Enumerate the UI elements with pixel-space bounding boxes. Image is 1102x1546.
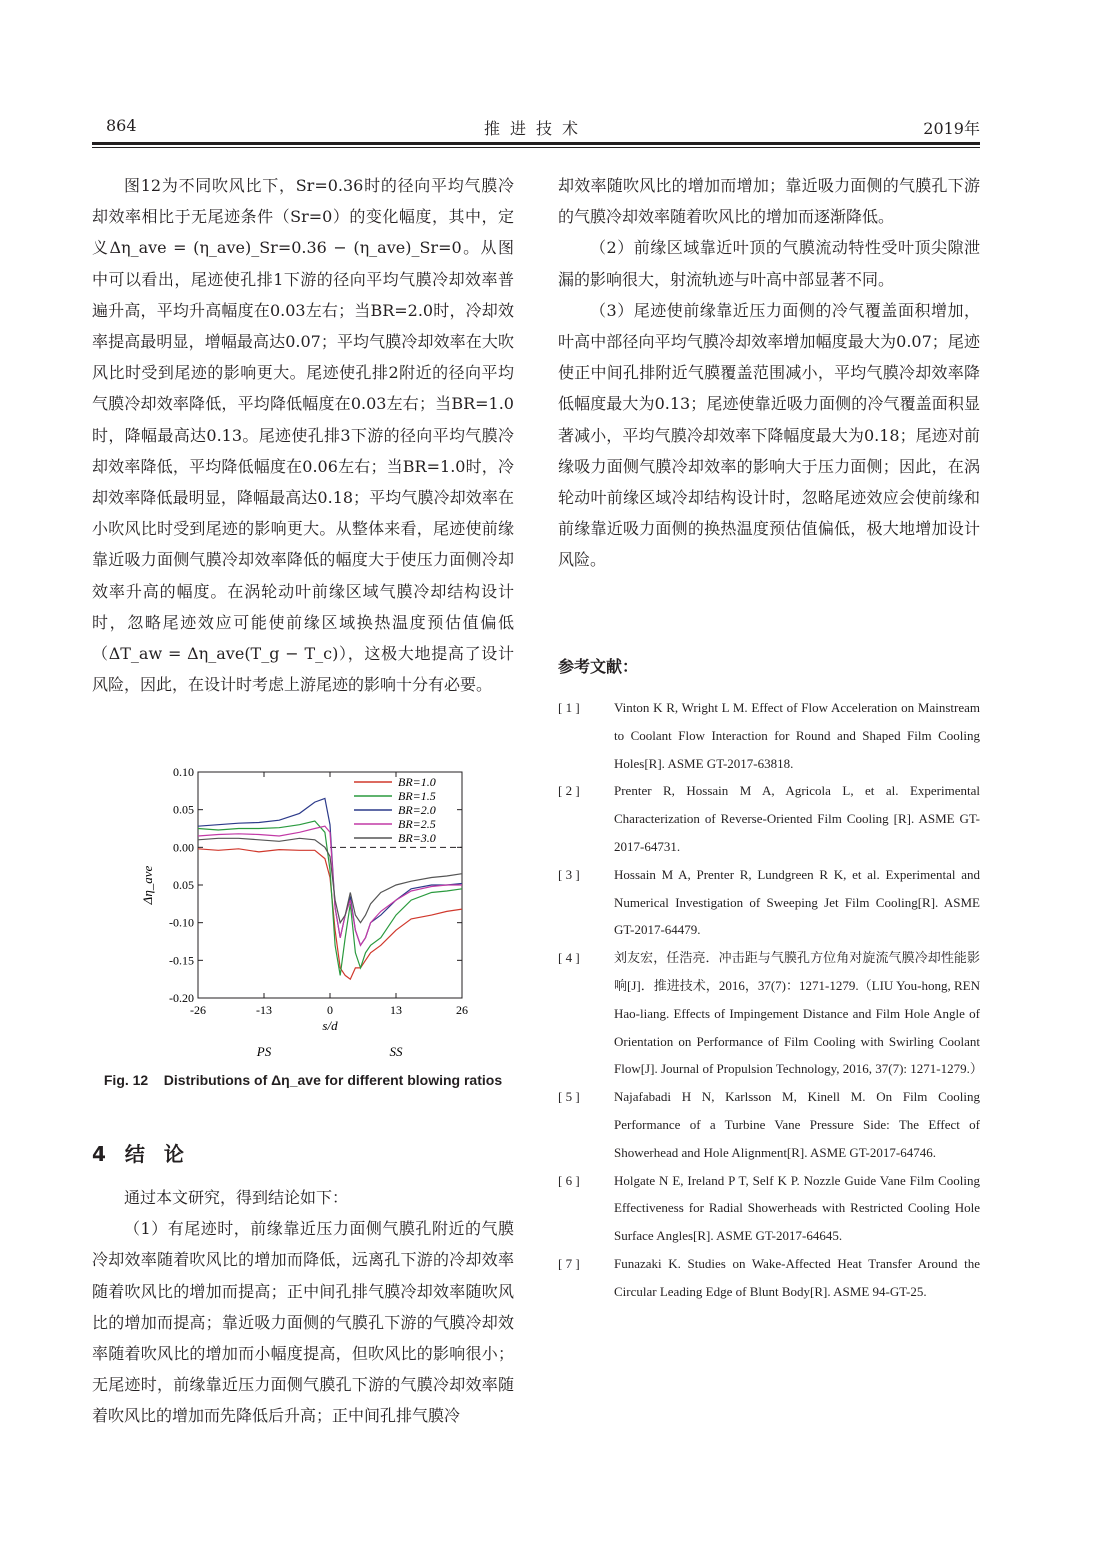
left-column <box>92 170 514 700</box>
reference-item <box>558 1167 980 1250</box>
figure-12 <box>92 758 514 1100</box>
y-tick-label: 0.05 <box>173 878 194 892</box>
y-tick-label: 0.05 <box>173 802 194 817</box>
paragraph-continued: 却效率随吹风比的增加而增加；靠近吸力面侧的气膜孔下游的气膜冷却效率随着吹风比的增加而逐渐降低。 <box>558 176 980 227</box>
reference-text: Funazaki K. Studies on Wake-Affected Heat Transfer Around the Circular Leading Edge of Blunt Body[R]. ASME 94-GT-25. <box>614 1255 980 1299</box>
x-tick-label: 13 <box>390 1003 402 1017</box>
reference-text: Prenter R, Hossain M A, Agricola L, et al. Experimental Characterization of Reverse-Oriented Film Cooling [R]. ASME GT-2017-64731. <box>614 783 980 854</box>
caption-text: Distributions of Δη_ave for different blowing ratios <box>163 1072 503 1088</box>
ps-label: PS <box>256 1044 272 1059</box>
reference-number: [ 4 ] <box>558 950 580 966</box>
paragraph: 图12为不同吹风比下，Sr=0.36时的径向平均气膜冷却效率相比于无尾迹条件（Sr=0）的变化幅度，其中，定义Δη_ave = (η_ave)_Sr=0.36 − (η_ave)_Sr=0。从图中可以看出，尾迹使孔排1下游的径向平均气膜冷却效率普遍升高，平均升高幅度在0.03左右；当BR=2.0时，冷却效率提高最明显，增幅最高达0.07；平均气膜冷却效率在大吹风比时受到尾迹的影响更大。尾迹使孔排2附近的径向平均气膜冷却效率降低，平均降低幅度在0.03左右；当BR=1.0时，降幅最高达0.13。尾迹使孔排3下游的径向平均气膜冷却效率降低，平均降低幅度在0.06左右；当BR=1.0时，冷却效率降低最明显，降幅最高达0.18；平均气膜冷却效率在小吹风比时受到尾迹的影响更大。从整体来看，尾迹使前缘靠近吸力面侧气膜冷却效率降低的幅度大于使压力面侧冷却效率升高的幅度。在涡轮动叶前缘区域气膜冷却结构设计时，忽略尾迹效应可能使前缘区域换热温度预估值偏低（ΔT_aw = Δη_ave(T_g − T_c)），这极大地提高了设计风险，因此，在设计时考虑上游尾迹的影响十分有必要。 <box>92 176 514 695</box>
reference-item <box>558 1250 980 1306</box>
page-number: 864 <box>106 116 137 135</box>
conclusion-item-1: （1）有尾迹时，前缘靠近压力面侧气膜孔附近的气膜冷却效率随着吹风比的增加而降低，远离孔下游的冷却效率随着吹风比的增加而提高；正中间孔排气膜冷却效率随吹风比的增加而提高；靠近吸力面侧的气膜孔下游的气膜冷却效率随着吹风比的增加而小幅度提高，但吹风比的影响很小；无尾迹时，前缘靠近压力面侧气膜孔下游的气膜冷却效率随着吹风比的增加而先降低后升高；正中间孔排气膜冷 <box>92 1219 514 1426</box>
caption-prefix: Fig. 12 <box>103 1072 149 1088</box>
reference-item <box>558 694 980 777</box>
y-tick-label: 0.10 <box>173 765 194 779</box>
reference-number: [ 1 ] <box>558 700 580 715</box>
conclusion-item-3: （3）尾迹使前缘靠近压力面侧的冷气覆盖面积增加，叶高中部径向平均气膜冷却效率增加幅度最大为0.07；尾迹使正中间孔排附近气膜覆盖范围减小，平均气膜冷却效率降低幅度最大为0.13；尾迹使靠近吸力面侧的冷气覆盖面积显著减小，平均气膜冷却效率下降幅度最大为0.18；尾迹对前缘吸力面侧气膜冷却效率的影响大于压力面侧；因此，在涡轮动叶前缘区域冷却结构设计时，忽略尾迹效应会使前缘和前缘靠近吸力面侧的换热温度预估值偏低，极大地增加设计风险。 <box>558 300 980 570</box>
reference-item <box>558 944 983 1083</box>
x-tick-label: 0 <box>327 1003 333 1017</box>
right-column <box>558 170 980 576</box>
section-title: 4 结 论 <box>92 1142 190 1166</box>
x-tick-label: 26 <box>456 1003 468 1017</box>
reference-number: [ 6 ] <box>558 1172 580 1188</box>
legend-label: BR=3.0 <box>398 831 436 845</box>
reference-text: Vinton K R, Wright L M. Effect of Flow Acceleration on Mainstream to Coolant Flow Interaction for Round and Shaped Film Cooling Holes[R]. ASME GT-2017-63818. <box>614 700 980 771</box>
reference-item <box>558 1083 980 1166</box>
ss-label: SS <box>389 1044 403 1059</box>
conclusion-item-2: （2）前缘区域靠近叶顶的气膜流动特性受叶顶尖隙泄漏的影响很大，射流轨迹与叶高中部显著不同。 <box>558 238 980 289</box>
y-tick-label: 0.00 <box>173 840 194 855</box>
journal-title: 推进技术 <box>483 119 588 138</box>
reference-text: 刘友宏，任浩亮．冲击距与气膜孔方位角对旋流气膜冷却性能影响[J]．推进技术，2016，37(7)：1271-1279.（LIU You-hong, REN Hao-liang. Effects of Impingement Distance and Film Hole Angle of Orientation on Performance of Film Cooling with Swirling Coolant Flow[J]. Journal of Propulsion Technology, 2016, 37(7): 1271-1279.） <box>614 950 983 1077</box>
legend-label: BR=1.5 <box>398 789 436 803</box>
references-list <box>558 694 983 1306</box>
year: 2019年 <box>923 119 980 138</box>
chart-svg <box>92 758 514 1068</box>
legend-label: BR=1.0 <box>398 775 436 789</box>
reference-number: [ 3 ] <box>558 866 580 882</box>
conclusion-intro: 通过本文研究，得到结论如下： <box>124 1188 349 1207</box>
legend-label: BR=2.0 <box>398 803 436 817</box>
legend-label: BR=2.5 <box>398 817 436 831</box>
reference-number: [ 2 ] <box>558 783 580 799</box>
x-tick-label: -13 <box>256 1003 272 1017</box>
running-header <box>92 116 980 144</box>
x-tick-label: -26 <box>190 1003 206 1017</box>
reference-text: Holgate N E, Ireland P T, Self K P. Nozzle Guide Vane Film Cooling Effectiveness for Radial Showerheads with Restricted Cooling Hole Surface Angles[R]. ASME GT-2017-64645. <box>614 1172 980 1244</box>
reference-number: [ 7 ] <box>558 1255 580 1271</box>
reference-item <box>558 777 980 860</box>
reference-item <box>558 861 980 944</box>
reference-text: Najafabadi H N, Karlsson M, Kinell M. On Film Cooling Performance of a Turbine Vane Pressure Side: The Effect of Showerhead and Hole Alignment[R]. ASME GT-2017-64746. <box>614 1089 980 1160</box>
references-title: 参考文献： <box>558 657 639 676</box>
reference-text: Hossain M A, Prenter R, Lundgreen R K, et al. Experimental and Numerical Investigation of Sweeping Jet Film Cooling[R]. ASME GT-2017-64479. <box>614 866 980 938</box>
y-tick-label: -0.10 <box>169 915 194 930</box>
reference-number: [ 5 ] <box>558 1089 580 1105</box>
conclusion-body <box>92 1182 514 1432</box>
x-axis-label: s/d <box>322 1018 338 1033</box>
figure-caption <box>92 1072 514 1088</box>
header-rule-thick <box>92 142 980 145</box>
header-rule-thin <box>92 147 980 148</box>
y-axis-label: Δη_ave <box>140 865 155 905</box>
y-tick-label: -0.20 <box>169 991 194 1005</box>
y-tick-label: -0.15 <box>169 953 194 968</box>
